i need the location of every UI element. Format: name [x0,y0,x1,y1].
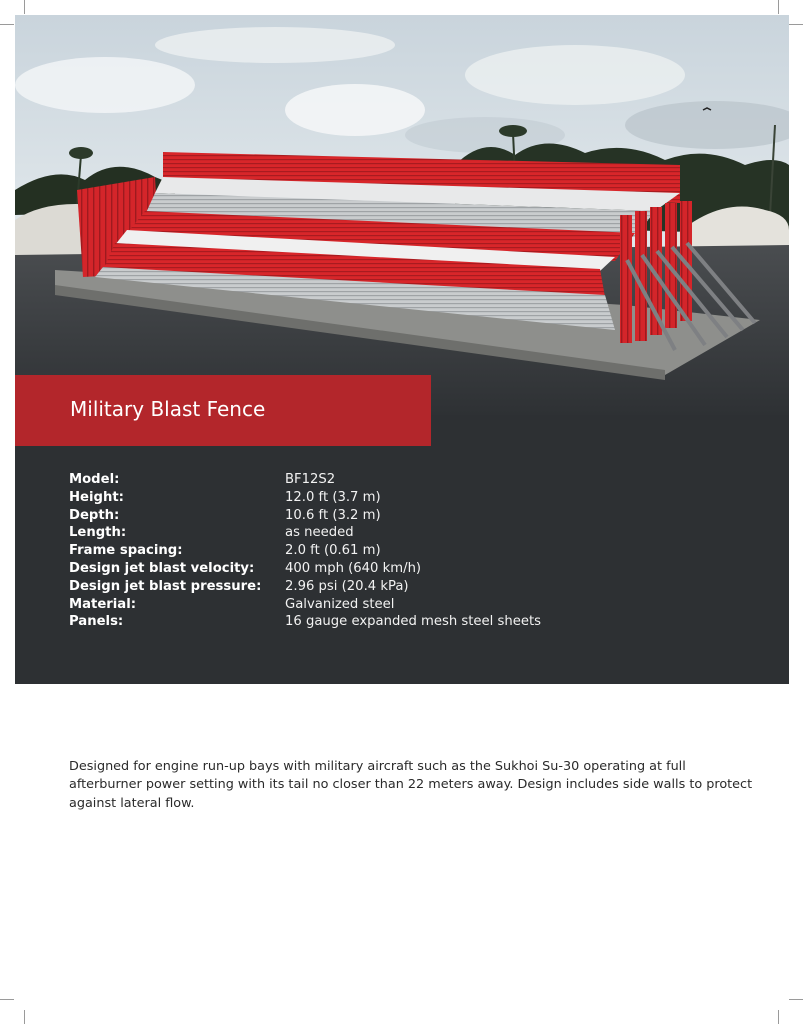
spec-row-model [69,471,769,489]
spec-label: Design jet blast velocity: [69,560,255,576]
spec-value: 10.6 ft (3.2 m) [285,507,381,523]
description-paragraph: Designed for engine run-up bays with military aircraft such as the Sukhoi Su-30 operating at full afterburner power setting with its tail no closer than 22 meters away. Design includes side walls to protect against lateral flow. [69,758,753,811]
spec-row-panels [69,613,769,631]
spec-value: 12.0 ft (3.7 m) [285,489,381,505]
spec-row-frame-spacing [69,542,769,560]
crop-mark [778,0,779,14]
spec-list [69,471,769,631]
spec-row-height [69,489,769,507]
spec-row-length [69,524,769,542]
spec-label: Material: [69,596,136,612]
spec-label: Height: [69,489,124,505]
crop-mark [0,24,14,25]
crop-mark [778,1010,779,1024]
spec-value: 400 mph (640 km/h) [285,560,422,576]
spec-row-material [69,596,769,614]
crop-mark [24,0,25,14]
page-title: Military Blast Fence [70,397,266,421]
title-bar [15,375,431,446]
spec-value: BF12S2 [285,472,336,487]
spec-value: 16 gauge expanded mesh steel sheets [285,614,542,630]
crop-mark [24,1010,25,1024]
spec-label: Panels: [69,614,124,630]
spec-row-blast-velocity [69,560,769,578]
spec-value: Galvanized steel [285,596,395,612]
spec-label: Design jet blast pressure: [69,578,262,594]
crop-mark [789,24,803,25]
spec-row-blast-pressure [69,578,769,596]
spec-value: 2.96 psi (20.4 kPa) [285,578,409,594]
spec-row-depth [69,507,769,525]
spec-label: Model: [69,472,120,487]
spec-label: Depth: [69,507,120,523]
spec-value: 2.0 ft (0.61 m) [285,543,381,559]
crop-mark [0,999,14,1000]
spec-label: Length: [69,525,127,541]
hero-image [15,15,789,415]
crop-mark [789,999,803,1000]
spec-value: as needed [285,525,354,541]
spec-label: Frame spacing: [69,543,183,559]
